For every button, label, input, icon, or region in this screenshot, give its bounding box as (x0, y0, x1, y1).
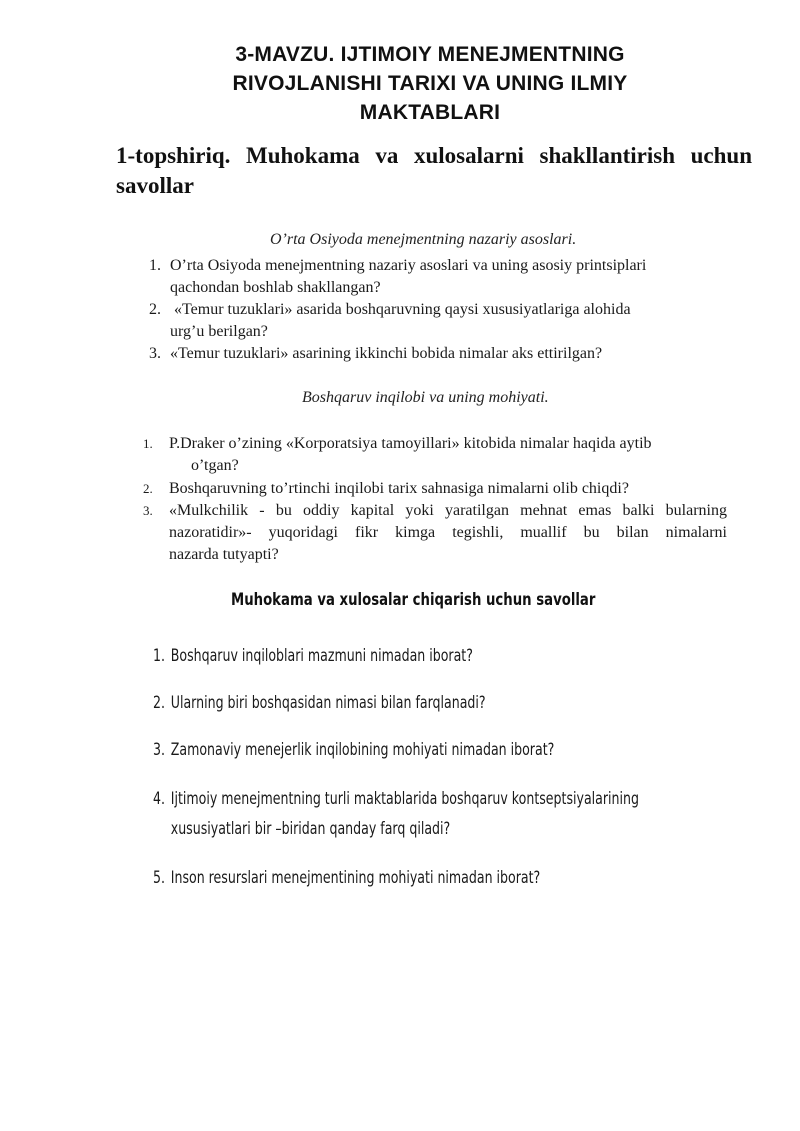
item-text-line: nazoratidir»- yuqoridagi fikr kimga tegishli, muallif bu bilan nimalarni (169, 524, 727, 541)
section-1-heading: O’rta Osiyoda menejmentning nazariy asoslari. (270, 231, 577, 248)
item-text-line: Boshqaruv inqiloblari mazmuni nimadan iborat? (170, 646, 473, 666)
list-item (153, 784, 639, 844)
item-text-line: o’tgan? (191, 457, 239, 474)
task-title-line-1: 1-topshiriq. Muhokama va xulosalarni shakllantirish uchun (116, 143, 752, 168)
topic-title-line-3: MAKTABLARI (359, 101, 501, 124)
list-item (143, 500, 727, 566)
item-text-line: qachondan boshlab shakllangan? (170, 279, 381, 296)
item-number: 3. (149, 345, 161, 362)
list-item (149, 255, 729, 299)
item-number: 3. (153, 740, 166, 760)
item-text-line: «Mulkchilik - bu oddiy kapital yoki yaratilgan mehnat emas balki bularning (169, 502, 727, 519)
section-1-list (149, 255, 729, 365)
list-item (153, 863, 540, 893)
topic-title (170, 40, 690, 127)
item-text-line: Ijtimoiy menejmentning turli maktablarida boshqaruv kontseptsiyalarining (170, 789, 639, 809)
section-2-list (143, 433, 727, 566)
item-text-line: O’rta Osiyoda menejmentning nazariy asoslari va uning asosiy printsiplari (170, 257, 647, 274)
list-item (143, 433, 727, 478)
item-number: 5. (153, 868, 166, 888)
topic-title-line-1: 3-MAVZU. IJTIMOIY MENEJMENTNING (235, 43, 625, 66)
item-number: 4. (153, 789, 166, 809)
item-number: 1. (149, 257, 161, 274)
list-item (149, 343, 729, 365)
item-text-line: «Temur tuzuklari» asarida boshqaruvning qaysi xususiyatlariga alohida (174, 301, 631, 318)
section-2-heading: Boshqaruv inqilobi va uning mohiyati. (302, 389, 549, 406)
item-text-line: Zamonaviy menejerlik inqilobining mohiyati nimadan iborat? (170, 740, 555, 760)
item-text-line: xususiyatlari bir –biridan qanday farq qiladi? (170, 819, 451, 839)
list-item (153, 735, 554, 765)
item-number: 3. (143, 503, 153, 518)
item-text-line: Ularning biri boshqasidan nimasi bilan farqlanadi? (170, 693, 486, 713)
list-item (143, 478, 727, 500)
task-title (116, 141, 752, 201)
item-text-line: Boshqaruvning to’rtinchi inqilobi tarix sahnasiga nimalarni olib chiqdi? (169, 480, 629, 497)
item-text-line: «Temur tuzuklari» asarining ikkinchi bobida nimalar aks ettirilgan? (170, 345, 603, 362)
list-item (153, 688, 486, 718)
item-text-line: urg’u berilgan? (170, 323, 268, 340)
item-number: 1. (153, 646, 166, 666)
item-number: 2. (143, 481, 153, 496)
task-title-line-2: savollar (116, 173, 194, 198)
topic-title-line-2: RIVOJLANISHI TARIXI VA UNING ILMIY (232, 72, 628, 95)
item-text-line: P.Draker o’zining «Korporatsiya tamoyillari» kitobida nimalar haqida aytib (169, 435, 652, 452)
item-text-line: nazarda tutyapti? (169, 546, 279, 563)
item-number: 1. (143, 436, 153, 451)
list-item (153, 641, 473, 671)
list-item (149, 299, 729, 343)
item-number: 2. (149, 301, 161, 318)
item-number: 2. (153, 693, 166, 713)
section-3-heading: Muhokama va xulosalar chiqarish uchun savollar (231, 590, 596, 610)
item-text-line: Inson resurslari menejmentining mohiyati nimadan iborat? (170, 868, 541, 888)
